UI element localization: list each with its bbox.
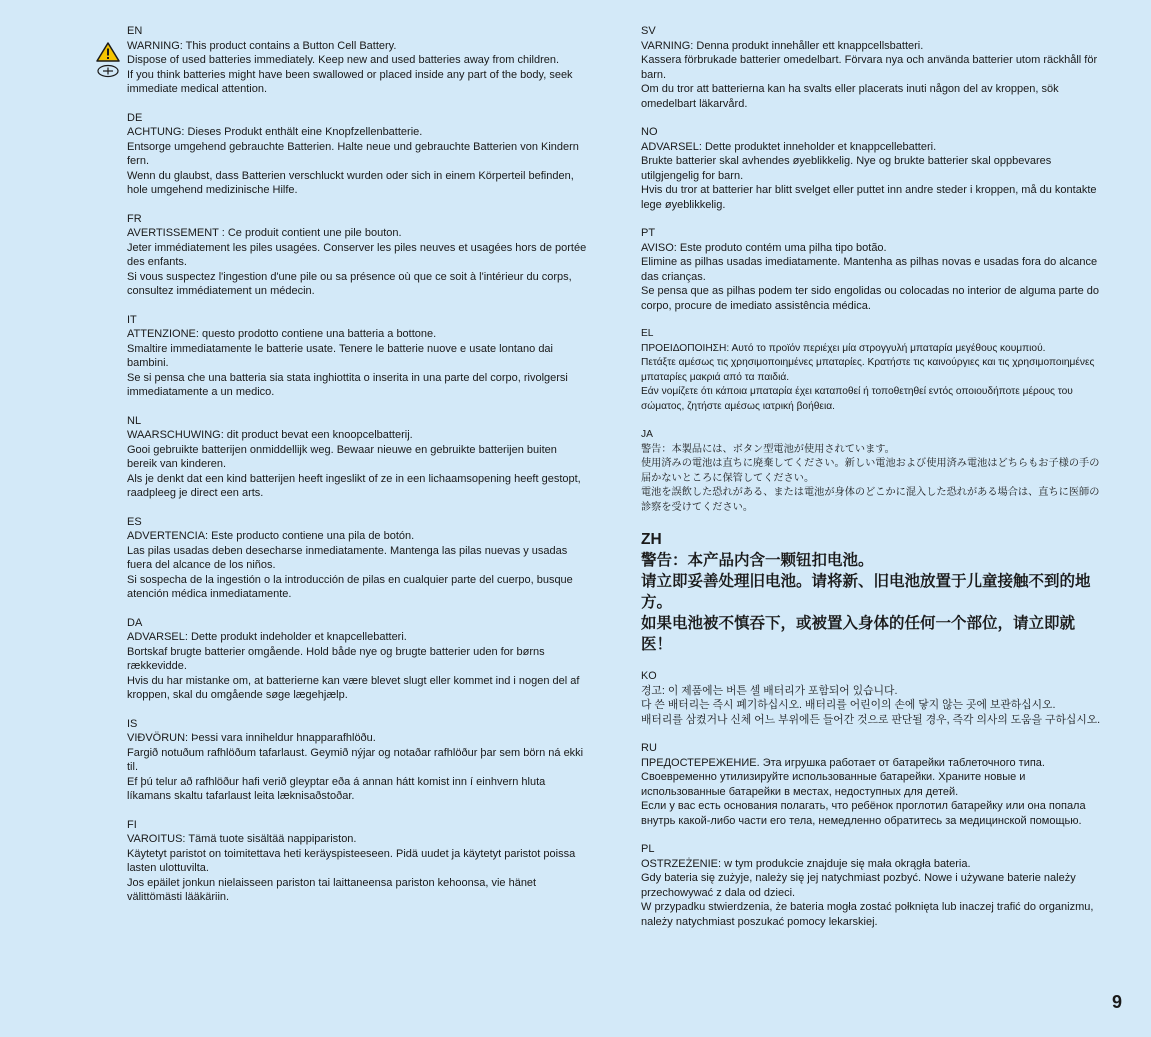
warning-text: Jeter immédiatement les piles usagées. Conserver les piles neuves et usagées hors de portée des enfants. (127, 241, 587, 268)
warning-text: ADVARSEL: Dette produktet inneholder et knappcellebatteri. (641, 140, 937, 153)
warning-block-el (641, 327, 1101, 414)
warning-text: ADVARSEL: Dette produkt indeholder et knapcellebatteri. (127, 631, 407, 643)
language-code: PT (641, 227, 656, 239)
warning-text: VIÐVÖRUN: Þessi vara inniheldur hnapparafhlöðu. (127, 732, 376, 744)
warning-text: VAROITUS: Tämä tuote sisältää nappipariston. (127, 833, 357, 845)
warning-text: AVISO: Este produto contém uma pilha tipo botão. (641, 241, 887, 254)
warning-text: Если у вас есть основания полагать, что ребёнок проглотил батарейку или она попала внутрь какой-либо части его тела, немедленно обратитесь за медицинской помощью. (641, 800, 1086, 827)
language-code: KO (641, 670, 657, 682)
warning-text: If you think batteries might have been swallowed or placed inside any part of the body, seek immediate medical attention. (127, 68, 573, 95)
warning-text: Bortskaf brugte batterier omgående. Hold både nye og brugte batterier uden for børns rækkevidde. (127, 645, 545, 672)
warning-text: Brukte batterier skal avhendes øyeblikkelig. Nye og brukte batterier skal oppbevares utilgjengelig for barn. (641, 155, 1052, 182)
warning-text: 警告：本製品には、ボタン型電池が使用されています。 (641, 443, 895, 455)
warning-block-es (127, 515, 587, 602)
warning-text: ACHTUNG: Dieses Produkt enthält eine Knopfzellenbatterie. (127, 126, 423, 138)
warning-text: Smaltire immediatamente le batterie usate. Tenere le batterie nuove e usate lontano dai bambini. (127, 342, 553, 369)
warning-text: Si vous suspectez l'ingestion d'une pile ou sa présence où que ce soit à l'intérieur du corps, consultez immédiatement un médecin. (127, 270, 572, 297)
warning-text: Πετάξτε αμέσως τις χρησιμοποιημένες μπαταρίες. Κρατήστε τις καινούργιες και τις χρησιμοποιημένες μπαταρίες μακριά από τα παιδιά. (641, 357, 1095, 383)
warning-text: 请立即妥善处理旧电池。请将新、旧电池放置于儿童接触不到的地方。 (641, 573, 1091, 611)
warning-text: 경고: 이 제품에는 버튼 셀 배터리가 포함되어 있습니다. (641, 684, 898, 697)
warning-block-pt (641, 226, 1101, 313)
warning-text: 警告：本产品内含一颗钮扣电池。 (641, 552, 874, 569)
left-column (127, 24, 587, 919)
language-code: IS (127, 717, 138, 730)
warning-block-fi (127, 818, 587, 905)
warning-text: Ef þú telur að rafhlöður hafi verið gleyptar eða á annan hátt komist inn í einhvern hluta líkamans skaltu tafarlaust leita læknisaðstoðar. (127, 775, 546, 802)
warning-text: AVERTISSEMENT : Ce produit contient une pile bouton. (127, 227, 402, 239)
warning-text: Om du tror att batterierna kan ha svalts eller placerats inuti någon del av kroppen, sök omedelbart läkarvård. (641, 83, 1059, 110)
language-code: IT (127, 313, 137, 326)
language-code: FI (127, 818, 137, 831)
warning-text: Hvis du har mistanke om, at batterierne kan være blevet slugt eller kommet ind i nogen del af kroppen, skal du omgående søge lægehjælp. (127, 674, 580, 701)
language-code: ZH (641, 531, 662, 548)
warning-block-it (127, 313, 587, 400)
warning-block-nl (127, 414, 587, 501)
warning-text: Als je denkt dat een kind batterijen heeft ingeslikt of ze in een lichaamsopening heeft gestopt, raadpleeg je direct een arts. (127, 472, 581, 499)
warning-text: Jos epäilet jonkun nielaisseen pariston tai laittaneensa pariston kehoonsa, vie hänet välittömästi lääkäriin. (127, 876, 537, 903)
language-code: JA (641, 429, 653, 440)
warning-block-de (127, 111, 587, 198)
warning-text: WARNING: This product contains a Button Cell Battery. (127, 39, 397, 52)
page-number: 9 (1111, 992, 1122, 1012)
language-code: NL (127, 414, 142, 427)
warning-text: ADVERTENCIA: Este producto contiene una pila de botón. (127, 530, 415, 542)
warning-block-en (127, 24, 587, 97)
warning-block-da (127, 616, 587, 703)
warning-text: Käytetyt paristot on toimitettava heti keräyspisteeseen. Pidä uudet ja käytetyt paristot poissa lasten ulottuvilta. (127, 847, 576, 874)
warning-text: WAARSCHUWING: dit product bevat een knoopcelbatterij. (127, 429, 413, 441)
warning-block-ja (641, 428, 1101, 515)
warning-block-ko (641, 669, 1101, 727)
warning-text: Kassera förbrukade batterier omedelbart. Förvara nya och använda batterier utom räckhåll för barn. (641, 54, 1098, 81)
warning-text: Hvis du tror at batterier har blitt svelget eller puttet inn andre steder i kroppen, må du kontakte lege øyeblikkelig. (641, 184, 1097, 211)
warning-text: Se si pensa che una batteria sia stata inghiottita o inserita in una parte del corpo, rivolgersi immediatamente a un medico. (127, 371, 568, 398)
warning-text: 使用済みの電池は直ちに廃棄してください。新しい電池および使用済み電池はどちらもお子様の手の届かないところに保管してください。 (641, 458, 1100, 484)
warning-text: Wenn du glaubst, dass Batterien verschluckt wurden oder sich in einem Körperteil befinden, hole umgehend medizinische Hilfe. (127, 169, 574, 196)
warning-text: Своевременно утилизируйте использованные батарейки. Храните новые и использованные батарейки в местах, недоступных для детей. (641, 771, 1026, 798)
warning-text: 如果电池被不慎吞下，或被置入身体的任何一个部位，请立即就医！ (641, 615, 1076, 653)
warning-text: 電池を誤飲した恐れがある、または電池が身体のどこかに混入した恐れがある場合は、直ちに医師の診察を受けてください。 (641, 487, 1100, 513)
language-code: SV (641, 25, 656, 37)
warning-icon (96, 42, 120, 62)
warning-block-sv (641, 24, 1101, 111)
warning-block-fr (127, 212, 587, 299)
language-code: PL (641, 843, 655, 855)
warning-block-is (127, 717, 587, 804)
warning-text: Gdy bateria się zużyje, należy się jej natychmiast pozbyć. Nowe i używane baterie należy przechowywać z dala od dzieci. (641, 872, 1076, 899)
warning-text: Εάν νομίζετε ότι κάποια μπαταρία έχει καταποθεί ή τοποθετηθεί εντός οποιουδήποτε μέρους του σώματος, ζητήστε αμέσως ιατρική βοήθεια. (641, 386, 1073, 412)
warning-text: W przypadku stwierdzenia, że bateria mogła zostać połknięta lub inaczej trafić do organizmu, należy natychmiast poszukać pomocy lekarskiej. (641, 901, 1094, 928)
warning-text: 다 쓴 배터리는 즉시 폐기하십시오. 배터리를 어린이의 손에 닿지 않는 곳에 보관하십시오. (641, 699, 1056, 711)
warning-text: VARNING: Denna produkt innehåller ett knappcellsbatteri. (641, 39, 924, 52)
language-code: FR (127, 212, 142, 225)
warning-text: ATTENZIONE: questo prodotto contiene una batteria a bottone. (127, 328, 437, 340)
language-code: DE (127, 111, 143, 124)
warning-text: OSTRZEŻENIE: w tym produkcie znajduje się mała okrągła bateria. (641, 857, 971, 870)
language-code: EN (127, 25, 143, 37)
language-code: ES (127, 515, 142, 528)
warning-text: Gooi gebruikte batterijen onmiddellijk weg. Bewaar nieuwe en gebruikte batterijen buiten bereik van kinderen. (127, 443, 557, 470)
warning-text: Fargið notuðum rafhlöðum tafarlaust. Geymið nýjar og notaðar rafhlöður þar sem börn ná ekki til. (127, 746, 584, 773)
warning-text: Elimine as pilhas usadas imediatamente. Mantenha as pilhas novas e usadas fora do alcance das crianças. (641, 256, 1098, 283)
warning-text: ПРЕДОСТЕРЕЖЕНИЕ. Эта игрушка работает от батарейки таблеточного типа. (641, 756, 1045, 769)
warning-block-no (641, 125, 1101, 212)
warning-text: 배터리를 삼켰거나 신체 어느 부위에든 들어간 것으로 판단될 경우, 즉각 의사의 도움을 구하십시오. (641, 713, 1101, 726)
language-code: DA (127, 616, 143, 629)
language-code: NO (641, 126, 658, 138)
warning-icons (96, 42, 122, 78)
language-code: EL (641, 328, 654, 339)
warning-block-ru (641, 741, 1101, 828)
warning-text: Las pilas usadas deben desecharse inmediatamente. Mantenga las pilas nuevas y usadas fuera del alcance de los niños. (127, 544, 568, 571)
language-code: RU (641, 742, 657, 754)
right-column (641, 24, 1101, 943)
warning-text: Dispose of used batteries immediately. Keep new and used batteries away from children. (127, 54, 560, 66)
warning-block-pl (641, 842, 1101, 929)
warning-text: ΠΡΟΕΙΔΟΠΟΙΗΣΗ: Αυτό το προϊόν περιέχει μία στρογγυλή μπαταρία μεγέθους κουμπιού. (641, 342, 1046, 354)
button-cell-battery-icon (96, 64, 120, 78)
warning-text: Entsorge umgehend gebrauchte Batterien. Halte neue und gebrauchte Batterien von Kindern fern. (127, 140, 579, 167)
warning-text: Se pensa que as pilhas podem ter sido engolidas ou colocadas no interior de alguma parte do corpo, procure de imediato assistência médica. (641, 285, 1100, 312)
warning-block-zh (641, 529, 1101, 655)
warning-text: Si sospecha de la ingestión o la introducción de pilas en cualquier parte del cuerpo, busque atención médica inmediatamente. (127, 573, 573, 600)
